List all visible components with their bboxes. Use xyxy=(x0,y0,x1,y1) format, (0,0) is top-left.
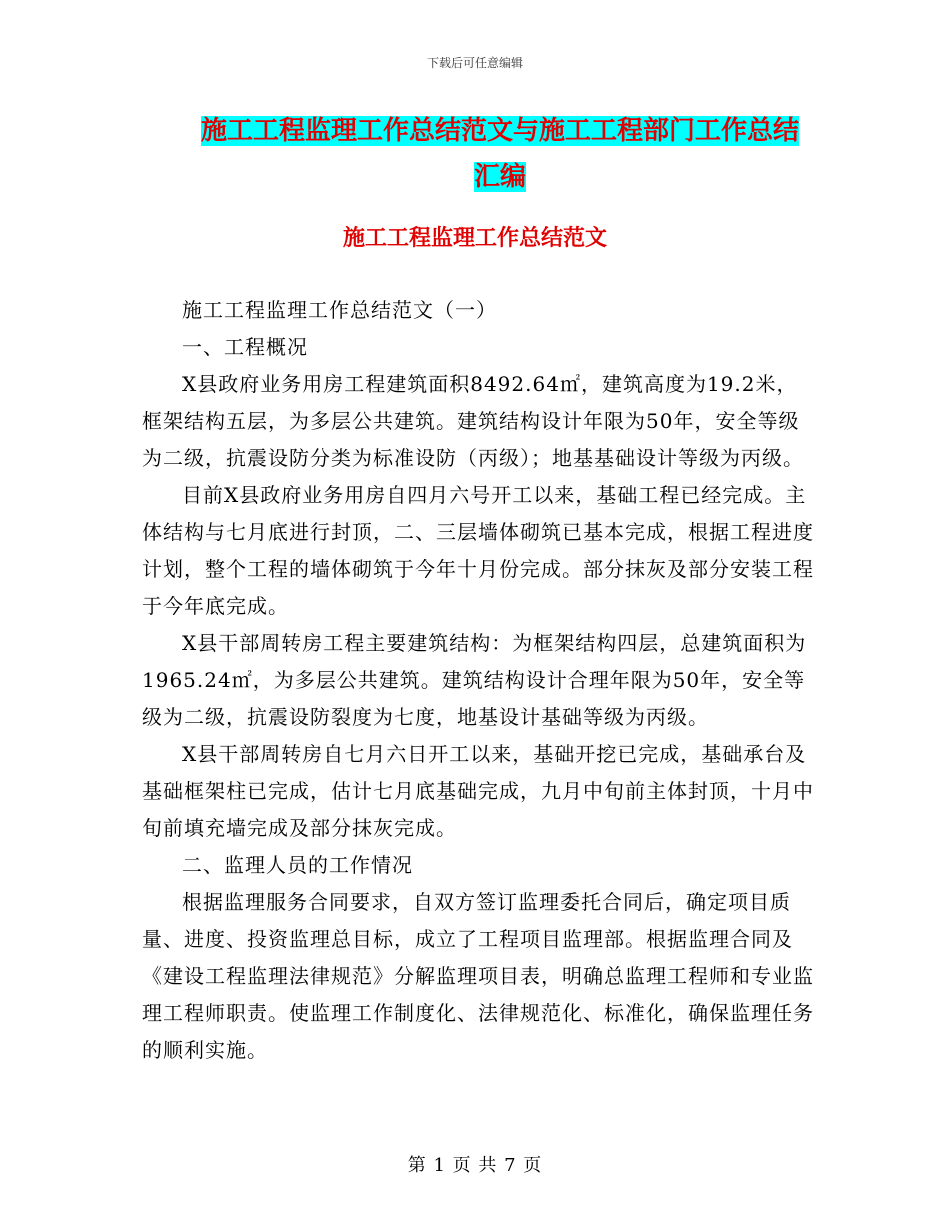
title-line-2: 汇编 xyxy=(473,162,526,192)
paragraph: 根据监理服务合同要求，自双方签订监理委托合同后，确定项目质量、进度、投资监理总目标，成立了工程项目监理部。根据监理合同及《建设工程监理法律规范》分解监理项目表，明确总监理工程师和专业监理工程师职责。使监理工作制度化、法律规范化、标准化，确保监理任务的顺利实施。 xyxy=(142,890,814,1062)
header-note: 下载后可任意编辑 xyxy=(426,56,523,70)
paragraph: X县政府业务用房工程建筑面积8492.64㎡，建筑高度为19.2米，框架结构五层，为多层公共建筑。建筑结构设计年限为50年，安全等级为二级，抗震设防分类为标准设防（丙级）；地基基础设计等级为丙级。 xyxy=(142,372,804,470)
document-body xyxy=(142,292,814,1069)
heading-project-overview: 一、工程概况 xyxy=(182,335,308,359)
paragraph-subtitle: 施工工程监理工作总结范文（一） xyxy=(182,298,497,322)
paragraph: X县干部周转房自七月六日开工以来，基础开挖已完成，基础承台及基础框架柱已完成，估计七月底基础完成，九月中旬前主体封顶，十月中旬前填充墙完成及部分抹灰完成。 xyxy=(142,742,814,840)
page-footer: 第 1 页 共 7 页 xyxy=(407,1155,543,1176)
title-line-1: 施工工程监理工作总结范文与施工工程部门工作总结 xyxy=(200,116,799,146)
section-title: 施工工程监理工作总结范文 xyxy=(342,225,607,251)
paragraph: X县干部周转房工程主要建筑结构：为框架结构四层，总建筑面积为1965.24㎡，为多层公共建筑。建筑结构设计合理年限为50年，安全等级为二级，抗震设防裂度为七度，地基设计基础等级为丙级。 xyxy=(142,631,807,729)
document-title xyxy=(150,108,850,200)
heading-supervisor-work: 二、监理人员的工作情况 xyxy=(182,853,413,877)
paragraph: 目前X县政府业务用房自四月六号开工以来，基础工程已经完成。主体结构与七月底进行封顶，二、三层墙体砌筑已基本完成，根据工程进度计划，整个工程的墙体砌筑于今年十月份完成。部分抹灰及部分安装工程于今年底完成。 xyxy=(142,483,814,618)
